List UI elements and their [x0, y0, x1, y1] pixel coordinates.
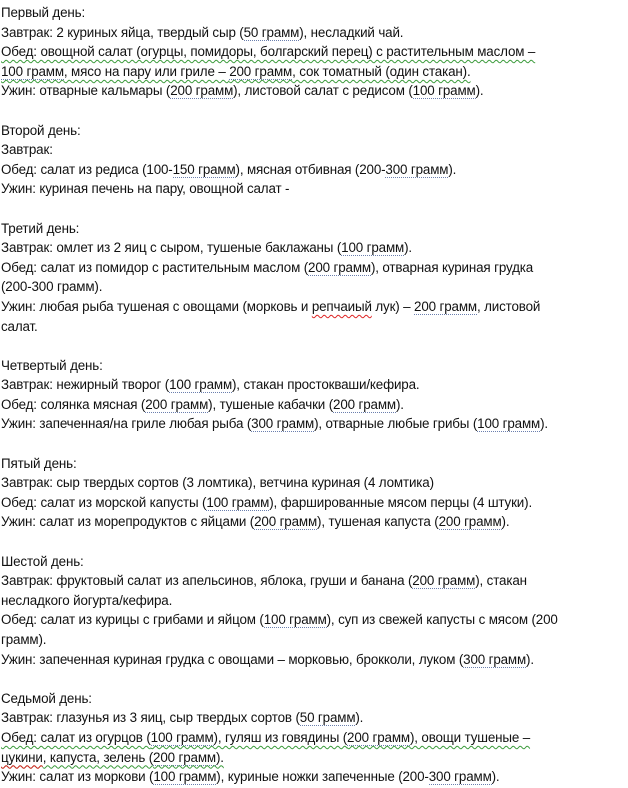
- quantity: 100 грамм: [341, 240, 405, 256]
- meal-line: [1, 571, 628, 591]
- meal-text: Завтрак: омлет из 2 яиц с сыром, тушеные баклажаны (100 грамм).: [1, 240, 412, 256]
- day-section: [1, 3, 628, 101]
- meal-line: [1, 62, 628, 82]
- meal-line: [1, 512, 628, 532]
- meal-text: Завтрак: глазунья из 3 яиц, сыр твердых сортов (50 грамм).: [1, 710, 364, 726]
- meal-text: цукини, капуста, зелень (200 грамм).: [1, 749, 224, 765]
- meal-line: [1, 473, 628, 493]
- quantity: 100 грамм: [150, 729, 214, 745]
- day-title: Пятый день:: [1, 455, 77, 471]
- quantity: 200 грамм: [347, 729, 410, 745]
- quantity: 200 грамм: [438, 514, 502, 530]
- meal-text: Завтрак: нежирный творог (100 грамм), стакан простокваши/кефира.: [1, 377, 420, 393]
- blank-line: [1, 669, 628, 689]
- meal-text: Завтрак: фруктовый салат из апельсинов, яблока, груши и банана (200 грамм), стакан: [1, 573, 527, 589]
- meal-line: [1, 591, 628, 611]
- meal-line: салат.: [1, 318, 38, 334]
- meal-line: [1, 81, 628, 101]
- day-section: [1, 219, 628, 337]
- meal-line: [1, 42, 628, 62]
- quantity: 300 грамм: [385, 161, 449, 177]
- meal-line: [1, 160, 628, 180]
- quantity: 100 грамм: [263, 612, 327, 628]
- quantity: 300 грамм: [428, 769, 492, 785]
- meal-text: Обед: овощной салат (огурцы, помидоры, болгарский перец) с растительным маслом –: [1, 44, 536, 60]
- quantity: 100 грамм: [206, 494, 270, 510]
- meal-line: [1, 728, 628, 748]
- misspelled-word: репчаиый: [311, 298, 372, 314]
- day-section: [1, 552, 628, 670]
- day-title: Третий день:: [1, 220, 80, 236]
- day-title: Второй день:: [1, 122, 81, 138]
- quantity: 200 грамм: [414, 298, 477, 314]
- meal-text: Ужин: запеченная/на гриле любая рыба (300 грамм), отварные любые грибы (100 грамм).: [1, 416, 548, 432]
- meal-line: [1, 258, 628, 278]
- quantity: 100 грамм: [169, 377, 232, 393]
- meal-line: [1, 23, 628, 43]
- quantity: 100 грамм: [477, 416, 541, 432]
- quantity: 150 грамм: [172, 161, 236, 177]
- meal-line: Завтрак:: [1, 142, 53, 158]
- meal-text: Ужин: отварные кальмары (200 грамм), листовой салат с редисом (100 грамм).: [1, 83, 484, 99]
- meal-line: [1, 767, 628, 787]
- meal-text: Ужин: запеченная куриная грудка с овощами – морковью, брокколи, луком (300 грамм).: [1, 651, 534, 667]
- meal-line: [1, 375, 628, 395]
- quantity: 100 грамм: [1, 63, 64, 79]
- blank-line: [1, 101, 628, 121]
- meal-line: [1, 297, 628, 317]
- day-section: [1, 121, 628, 199]
- day-title: Четвертый день:: [1, 357, 103, 373]
- meal-text: Обед: салат из морской капусты (100 грамм), фаршированные мясом перцы (4 штуки).: [1, 494, 533, 510]
- meal-text: Обед: салат из помидор с растительным маслом (200 грамм), отварная куриная грудка: [1, 259, 534, 275]
- quantity: 200 грамм: [229, 63, 293, 79]
- meal-text: несладкого йогурта/кефира.: [1, 592, 173, 608]
- quantity: 50 грамм: [243, 24, 300, 40]
- blank-line: [1, 434, 628, 454]
- meal-line: [1, 414, 628, 434]
- day-title: Первый день:: [1, 5, 86, 20]
- meal-line: [1, 748, 628, 768]
- quantity: 200 грамм: [170, 83, 234, 99]
- misspelled-word: цукини: [1, 749, 43, 765]
- meal-line: [1, 610, 628, 630]
- meal-line: [1, 650, 628, 670]
- meal-line: [1, 493, 628, 513]
- meal-text: Завтрак: сыр твердых сортов (3 ломтика), ветчина куриная (4 ломтика): [1, 475, 434, 491]
- quantity: 100 грамм: [412, 83, 476, 99]
- day-section: [1, 689, 628, 787]
- quantity: 100 грамм: [153, 769, 217, 785]
- blank-line: [1, 336, 628, 356]
- day-title: Шестой день:: [1, 553, 84, 569]
- meal-text: Ужин: куриная печень на пару, овощной салат -: [1, 181, 290, 197]
- quantity: 200 грамм: [145, 396, 209, 412]
- meal-line: [1, 708, 628, 728]
- quantity: 200 грамм: [308, 259, 371, 275]
- meal-text: Обед: солянка мясная (200 грамм), тушеные кабачки (200 грамм).: [1, 396, 404, 412]
- meal-line: [1, 179, 628, 199]
- meal-text: Ужин: любая рыба тушеная с овощами (морковь и репчаиый лук) – 200 грамм, листовой: [1, 298, 541, 314]
- meal-text: Завтрак: 2 куриных яйца, твердый сыр (50 грамм), несладкий чай.: [1, 24, 404, 40]
- meal-line: [1, 238, 628, 258]
- meal-line: грамм).: [1, 632, 47, 647]
- day-section: [1, 356, 628, 434]
- quantity: 200 грамм: [153, 749, 216, 765]
- meal-line: (200-300 грамм).: [1, 279, 103, 295]
- meal-line: [1, 395, 628, 415]
- quantity: 200 грамм: [333, 396, 396, 412]
- meal-text: Ужин: салат из морепродуктов с яйцами (200 грамм), тушеная капуста (200 грамм).: [1, 514, 510, 530]
- meal-text: 100 грамм, мясо на пару или гриле – 200 грамм, сок томатный (один стакан).: [1, 63, 471, 79]
- meal-text: Обед: салат из редиса (100-150 грамм), мясная отбивная (200-300 грамм).: [1, 161, 457, 177]
- blank-line: [1, 532, 628, 552]
- meal-text: Ужин: салат из моркови (100 грамм), куриные ножки запеченные (200-300 грамм).: [1, 769, 500, 785]
- day-section: [1, 454, 628, 532]
- day-title: Седьмой день:: [1, 690, 92, 706]
- meal-text: Обед: салат из огурцов (100 грамм), гуляш из говядины (200 грамм), овощи тушеные –: [1, 729, 531, 745]
- quantity: 300 грамм: [251, 416, 315, 432]
- quantity: 200 грамм: [254, 514, 318, 530]
- quantity: 200 грамм: [412, 573, 476, 589]
- blank-line: [1, 199, 628, 219]
- quantity: 50 грамм: [299, 710, 356, 726]
- meal-text: Обед: салат из курицы с грибами и яйцом (100 грамм), суп из свежей капусты с мясом (200: [1, 612, 558, 628]
- quantity: 300 грамм: [463, 651, 527, 667]
